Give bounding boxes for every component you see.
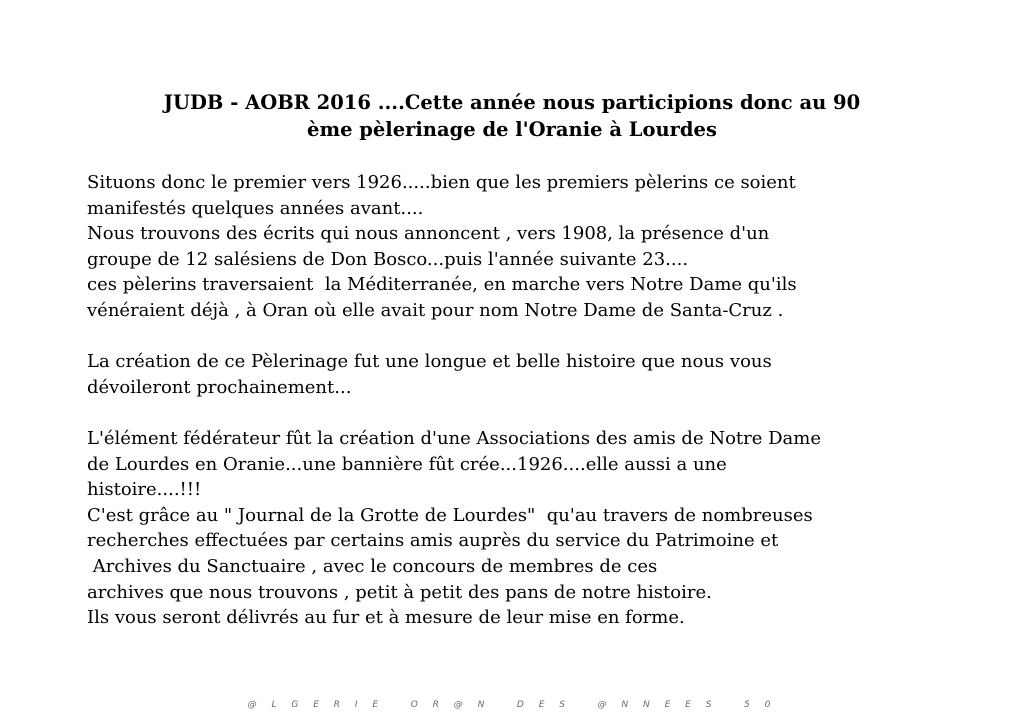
text-line: C'est grâce au " Journal de la Grotte de Lourdes" qu'au travers de nombreuses: [87, 504, 813, 526]
text-line: L'élément fédérateur fût la création d'une Associations des amis de Notre Dame: [87, 427, 822, 449]
document-title: [60, 89, 964, 143]
text-line: Ils vous seront délivrés au fur et à mesure de leur mise en forme.: [87, 607, 685, 629]
paragraph-3: [87, 426, 987, 631]
paragraph-spacer: [87, 400, 987, 426]
text-line: recherches effectuées par certains amis auprès du service du Patrimoine et: [87, 530, 779, 552]
title-line-1: JUDB - AOBR 2016 ....Cette année nous participions donc au 90: [163, 91, 861, 114]
paragraph-spacer: [87, 324, 987, 350]
text-line: dévoileront prochainement...: [87, 376, 352, 398]
text-line: manifestés quelques années avant....: [87, 197, 424, 219]
title-line-2: ème pèlerinage de l'Oranie à Lourdes: [307, 118, 717, 141]
text-line: groupe de 12 salésiens de Don Bosco...puis l'année suivante 23....: [87, 248, 689, 270]
text-line: Archives du Sanctuaire , avec le concours de membres de ces: [87, 555, 658, 577]
paragraph-1: [87, 170, 987, 324]
text-line: ces pèlerins traversaient la Méditerranée, en marche vers Notre Dame qu'ils: [87, 274, 797, 296]
text-line: Nous trouvons des écrits qui nous annoncent , vers 1908, la présence d'un: [87, 223, 770, 245]
footer-watermark: @ L G E R I E O R @ N D E S @ N N E E S 5 0: [247, 700, 777, 710]
text-line: de Lourdes en Oranie...une bannière fût crée...1926....elle aussi a une: [87, 453, 727, 475]
text-line: histoire....!!!: [87, 479, 202, 501]
document-body: [87, 170, 987, 631]
text-line: La création de ce Pèlerinage fut une longue et belle histoire que nous vous: [87, 351, 772, 373]
text-line: vénéraient déjà , à Oran où elle avait pour nom Notre Dame de Santa-Cruz .: [87, 299, 784, 321]
text-line: archives que nous trouvons , petit à petit des pans de notre histoire.: [87, 581, 712, 603]
text-line: Situons donc le premier vers 1926.....bien que les premiers pèlerins ce soient: [87, 172, 796, 193]
paragraph-2: [87, 349, 987, 400]
